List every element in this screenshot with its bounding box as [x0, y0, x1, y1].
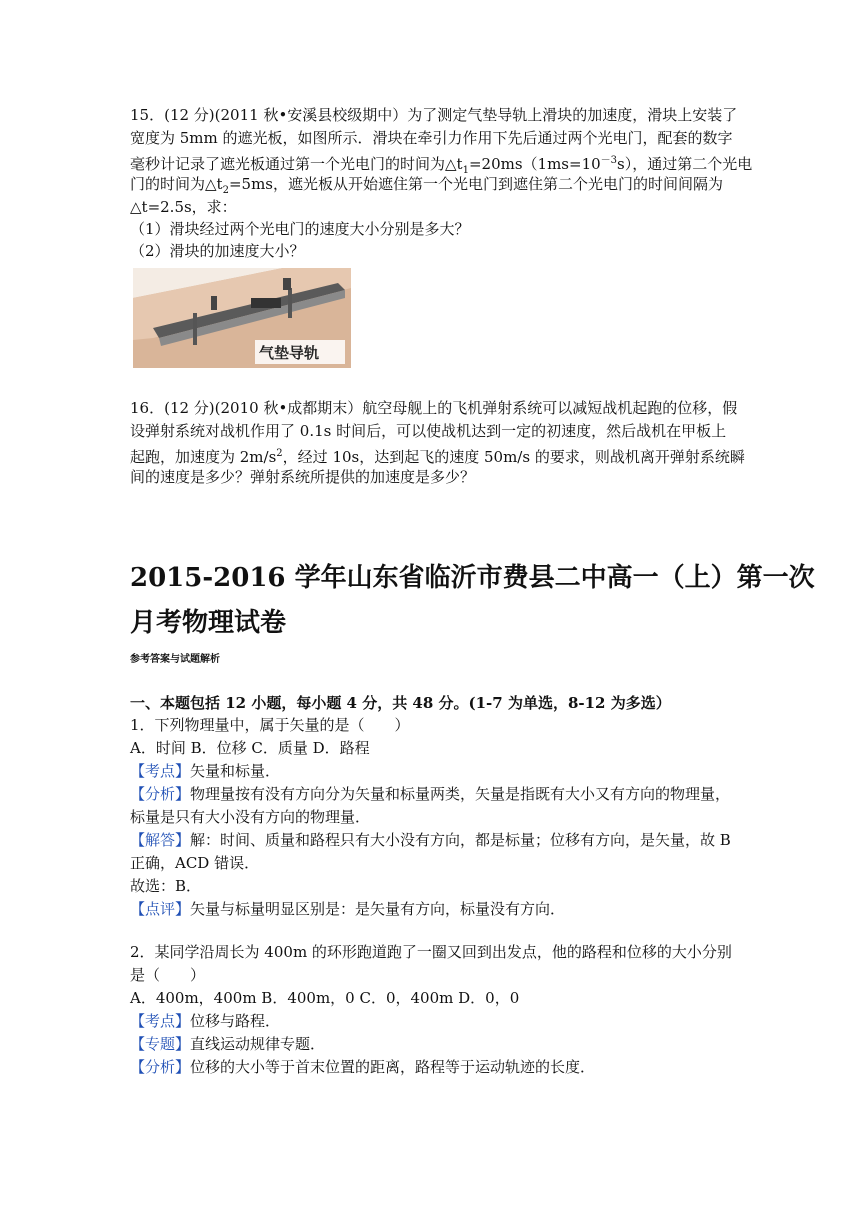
a1-fenxi: 【分析】物理量按有没有方向分为矢量和标量两类，矢量是指既有大小又有方向的物理量，: [130, 785, 731, 803]
a1-question: 1．下列物理量中，属于矢量的是（ ）: [130, 716, 410, 734]
a1-jieda: 【解答】解：时间、质量和路程只有大小没有方向，都是标量；位移有方向，是矢量，故 B: [130, 831, 731, 849]
figure-caption: 气垫导轨: [259, 344, 320, 362]
tag-kaodian: 【考点】: [130, 1012, 191, 1030]
q16-line4: 间的速度是多少？弹射系统所提供的加速度是多少？: [130, 468, 476, 486]
q15-subq2: （2）滑块的加速度大小？: [130, 242, 305, 260]
tag-kaodian: 【考点】: [130, 762, 191, 780]
q16-line1: 16．(12 分)(2010 秋•成都期末）航空母舰上的飞机弹射系统可以减短战机起跑的位移，假: [130, 399, 738, 417]
a1-options: A．时间 B．位移 C．质量 D．路程: [130, 739, 370, 757]
q15-subq1: （1）滑块经过两个光电门的速度大小分别是多大？: [130, 220, 470, 238]
q16-line2: 设弹射系统对战机作用了 0.1s 时间后，可以使战机达到一定的初速度，然后战机在甲板上: [130, 422, 727, 440]
q15-line2: 宽度为 5mm 的遮光板，如图所示．滑块在牵引力作用下先后通过两个光电门，配套的数字: [130, 129, 733, 147]
air-track-figure: [133, 268, 351, 368]
a1-kaodian: 【考点】矢量和标量．: [130, 762, 281, 780]
tag-fenxi: 【分析】: [130, 1058, 191, 1076]
tag-jieda: 【解答】: [130, 831, 191, 849]
a1-dianping: 【点评】矢量与标量明显区别是：是矢量有方向，标量没有方向．: [130, 900, 566, 918]
a2-options: A．400m，400m B．400m，0 C．0，400m D．0，0: [130, 989, 520, 1007]
a2-zhuanti: 【专题】直线运动规律专题．: [130, 1035, 326, 1053]
tag-zhuanti: 【专题】: [130, 1035, 191, 1053]
a1-answer: 故选：B．: [130, 877, 202, 895]
a2-question: 2．某同学沿周长为 400m 的环形跑道跑了一圈又回到出发点，他的路程和位移的大小分别: [130, 943, 732, 961]
a2-question-cont: 是（ ）: [130, 966, 206, 984]
a2-kaodian: 【考点】位移与路程．: [130, 1012, 281, 1030]
page-title-line1: 2015-2016 学年山东省临沂市费县二中高一（上）第一次: [130, 563, 815, 593]
q15-line5: △t=2.5s，求：: [130, 198, 237, 216]
tag-dianping: 【点评】: [130, 900, 191, 918]
q16-line3: 起跑，加速度为 $2m/s^2$，经过 10s，达到起飞的速度 50m/s 的要求，则战机离开弹射系统瞬: [130, 448, 745, 466]
page-subtitle: 参考答案与试题解析: [130, 654, 220, 665]
a2-fenxi: 【分析】位移的大小等于首末位置的距离，路程等于运动轨迹的长度．: [130, 1058, 596, 1076]
page-title-line2: 月考物理试卷: [130, 608, 287, 638]
section-header: 一、本题包括 12 小题，每小题 4 分，共 48 分。(1-7 为单选，8-12 为多选）: [130, 694, 671, 712]
q15-line4: 门的时间为$\triangle t_2=5ms$，遮光板从开始遮住第一个光电门到遮住第二个光电门的时间间隔为: [130, 175, 723, 196]
q15-line3: 毫秒计记录了遮光板通过第一个光电门的时间为$\triangle t_1=20ms(1ms=10^{-3}s)$，通过第二个光电: [130, 155, 753, 176]
q15-line1: 15．(12 分)(2011 秋•安溪县校级期中）为了测定气垫导轨上滑块的加速度，滑块上安装了: [130, 106, 738, 124]
a1-fenxi-cont: 标量是只有大小没有方向的物理量．: [130, 808, 371, 826]
a1-jieda-cont: 正确，ACD 错误．: [130, 854, 260, 872]
tag-fenxi: 【分析】: [130, 785, 191, 803]
